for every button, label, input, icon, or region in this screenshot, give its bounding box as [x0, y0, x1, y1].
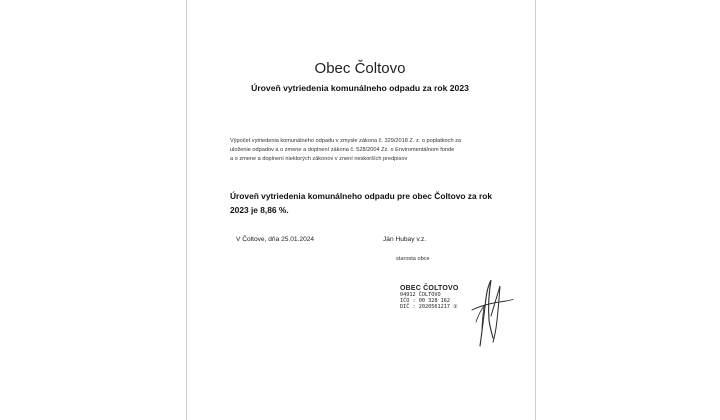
result-statement [230, 189, 530, 217]
result-line: 2023 je 8,86 %. [230, 205, 289, 215]
stamp-name: OBEC ČOLTOVO [400, 285, 459, 292]
legal-basis-paragraph [230, 137, 520, 164]
stamp-line: 04912 ČOLTOVO [400, 292, 441, 298]
paragraph-line: uloženie odpadov a o zmene a doplnení zákona č. 528/2004 Zz. o Enviromentálnom fonde [230, 147, 455, 153]
result-line: Úroveň vytriedenia komunálneho odpadu pre obec Čoltovo za rok [230, 191, 492, 201]
stamp-line: DIČ : 2020561217 ② [400, 304, 458, 311]
paragraph-line: Výpočet vytriedenia komunálneho odpadu v zmysle zákona č. 329/2018 Z. z. o poplatkoch za [230, 138, 462, 144]
stamp-line: IČO : 00 328 162 [400, 298, 450, 305]
place-and-date: V Čoltove, dňa 25.01.2024 [236, 236, 315, 243]
document-title: Obec Čoltovo [314, 60, 406, 77]
document-subtitle: Úroveň vytriedenia komunálneho odpadu za rok 2023 [251, 83, 469, 93]
paragraph-line: a o zmene a doplnení niektorých zákonov v znení neskorších predpisov [230, 156, 408, 162]
signer-name: Ján Hubay v.z. [383, 236, 427, 243]
signer-role: starosta obce [396, 256, 430, 262]
handwritten-signature [462, 276, 514, 348]
